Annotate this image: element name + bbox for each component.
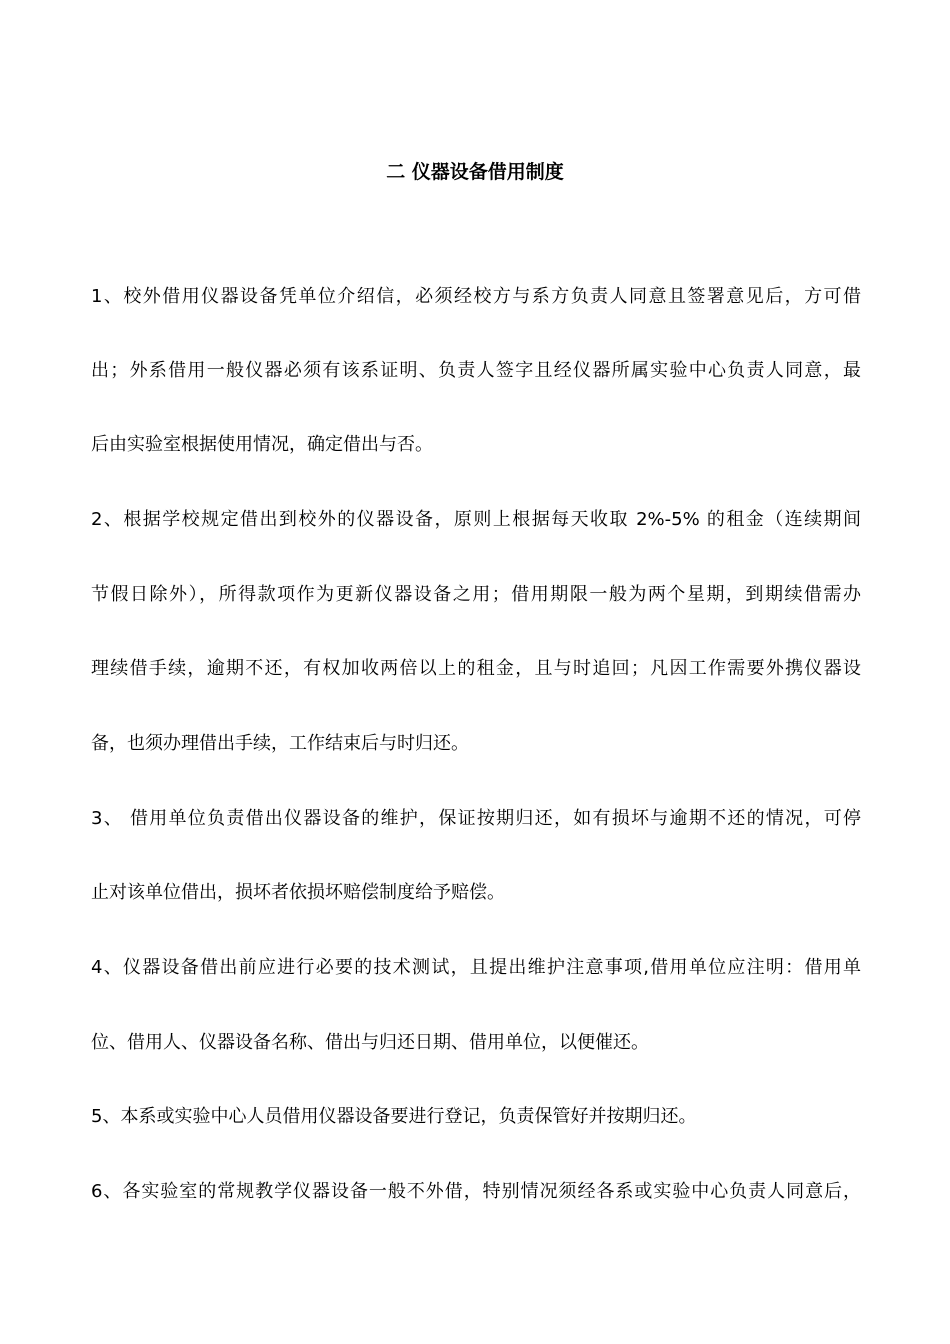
rule-6-line-1: 6、各实验室的常规教学仪器设备一般不外借，特别情况须经各系或实验中心负责人同意后， [91, 1181, 861, 1202]
rule-1-line-1: 1、校外借用仪器设备凭单位介绍信，必须经校方与系方负责人同意且签署意见后，方可借 [91, 286, 861, 307]
rule-2-line-3: 理续借手续，逾期不还，有权加收两倍以上的租金，且与时追回；凡因工作需要外携仪器设 [91, 658, 861, 679]
rule-3-line-2: 止对该单位借出，损坏者依损坏赔偿制度给予赔偿。 [91, 882, 505, 903]
rule-2-line-4: 备，也须办理借出手续，工作结束后与时归还。 [91, 733, 469, 754]
rule-3-line-1: 3、 借用单位负责借出仪器设备的维护，保证按期归还，如有损坏与逾期不还的情况，可停 [91, 808, 861, 829]
rule-1-line-3: 后由实验室根据使用情况，确定借出与否。 [91, 434, 433, 455]
rule-1-line-2: 出；外系借用一般仪器必须有该系证明、负责人签字且经仪器所属实验中心负责人同意，最 [91, 360, 861, 381]
rule-4-line-2: 位、借用人、仪器设备名称、借出与归还日期、借用单位，以便催还。 [91, 1032, 649, 1053]
rule-2-line-2: 节假日除外），所得款项作为更新仪器设备之用；借用期限一般为两个星期，到期续借需办 [91, 584, 861, 605]
document-title: 二 仪器设备借用制度 [386, 161, 564, 183]
rule-2-line-1: 2、根据学校规定借出到校外的仪器设备，原则上根据每天收取 2%-5% 的租金（连续期间 [91, 509, 861, 530]
rule-5-line-1: 5、本系或实验中心人员借用仪器设备要进行登记，负责保管好并按期归还。 [91, 1106, 697, 1127]
rule-4-line-1: 4、仪器设备借出前应进行必要的技术测试，且提出维护注意事项,借用单位应注明：借用单 [91, 957, 861, 978]
